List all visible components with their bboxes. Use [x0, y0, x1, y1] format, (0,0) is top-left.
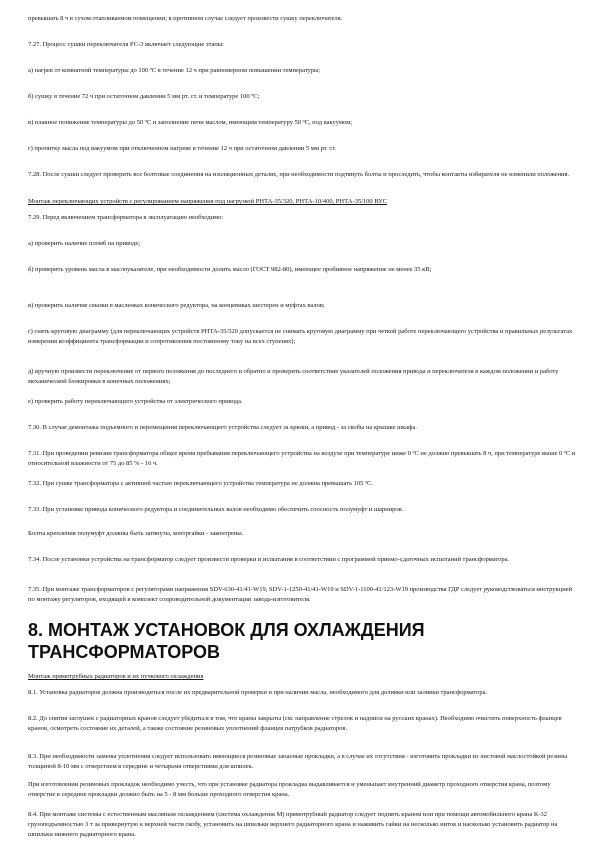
- paragraph: 7.32. При сушке трансформатора с активной частью переключающего устройства температура не должна превышать 105 ºС.: [28, 480, 373, 487]
- paragraph: г) пропитку масла под вакуумом при отключенном нагреве в течение 12 ч при остаточном давлении 5 мм рт. ст.: [28, 145, 337, 152]
- paragraph: е) проверить работу переключающего устройства от электрического привода.: [28, 398, 243, 405]
- paragraph: 8.4. При монтаже системы с естественным масляным охлаждением (система охлаждения М) прямотрубный радиатор следует поднять краном или при помощи автомобильного крана К-32 грузоподъемностью 3 т за привернутую к верхней части скобу, установить на шпильки верхнего радиаторного крана и наживить гайки на несколько ниток и насколько установить радиатор на шпильки нижнего радиаторного крана.: [28, 811, 558, 838]
- paragraph: 7.33. При установке привода конического редуктора и соединительных валов необходимо обеспечить соосность полумуфт и шарниров.: [28, 506, 404, 513]
- paragraph: в) плавное понижение температуры до 50 ºС и заполнение печи маслом, имеющим температуру 50 ºС, под вакуумом;: [28, 119, 353, 126]
- subsection-title: Монтаж прямотрубных радиаторов и их пучкового охлаждения: [28, 673, 204, 680]
- paragraph: 8.3. При необходимости замены уплотнения следует использовать имеющиеся резиновые запасные прокладки, а в случае их отсутствия - изготовить прокладки из листовой маслостойкой резины толщиной 8-10 мм с отверстием в середине и четырьмя отверстиями для шпилек.: [28, 753, 568, 770]
- paragraph: При изготовлении резиновых прокладок необходимо учесть, что при установке радиатора прокладка выдавливается и уменьшает внутренний диаметр проходного отверстия крана, поэтому отверстие в середине прокладки должно быть на 5 - 8 мм больше проходного отверстия крана.: [28, 781, 551, 798]
- paragraph: Болты крепления полумуфт должны быть затянуты, контргайки - законтрены.: [28, 530, 244, 537]
- paragraph: 7.27. Процесс сушки переключателя РС-3 включает следующие этапы:: [28, 41, 224, 48]
- paragraph: превышать 8 ч в сухом отапливаемом помещении; в противном случае следует произвести сушку переключателя.: [28, 15, 343, 22]
- paragraph: б) сушку в течение 72 ч при остаточном давлении 5 мм рт. ст. и температуре 100 ºС;: [28, 93, 260, 100]
- paragraph: 7.29. Перед включением трансформатора в эксплуатацию необходимо:: [28, 214, 224, 221]
- paragraph: 8.1. Установка радиаторов должна производиться после их предварительной проверки и при наличии масла, необходимого для доливки или заливки трансформатора.: [28, 689, 488, 696]
- paragraph: д) вручную произвести переключение от первого положения до последнего и обратно и проверить соответствие указателей положения привода и переключателя в каждом положении и работу механической блокировки в конечных положениях;: [28, 368, 559, 385]
- paragraph: б) проверить уровень масла в маслоуказателе, при необходимости долить масло (ГОСТ 982-80), имеющее пробивное напряжение не менее 35 кВ;: [28, 266, 432, 273]
- paragraph: г) снять круговую диаграмму (для переключающих устройств РНТА-35/320 допускается не снимать круговую диаграмму при четкой работе переключающего устройства и правильных результатах измерения коэффициента трансформации и сопротивления постоянному току на всех ступенях);: [28, 328, 573, 345]
- paragraph: а) нагрев от комнатной температуры до 100 ºС в течение 12 ч при равномерном повышении температуры;: [28, 67, 321, 74]
- paragraph: 7.28. После сушки следует проверить все болтовые соединения на изоляционных деталях, при необходимости подтянуть болты и проследить, чтобы контакты избирателя не изменили положения.: [28, 171, 570, 178]
- section-heading: 8. МОНТАЖ УСТАНОВОК ДЛЯ ОХЛАЖДЕНИЯ ТРАНСФОРМАТОРОВ: [28, 620, 425, 662]
- paragraph: в) проверить наличие смазки в масленках конического редуктора, на концевиках шестерен и муфтах валов;: [28, 302, 325, 309]
- paragraph: 7.30. В случае демонтажа подъемного и перемещения переключающего устройства следует за крюки, а привод - за скобы на крышке шкафа.: [28, 424, 417, 431]
- subsection-title: Монтаж переключающих устройств с регулированием напряжения под нагрузкой РНТА-35/320, РНТА-10/400, РНТА-35/100 ВУС: [28, 198, 388, 205]
- paragraph: 7.34. После установки устройства на трансформатор следует произвести проверки и испытания в соответствии с программой приемо-сдаточных испытаний трансформатора.: [28, 556, 510, 563]
- paragraph: 7.31. При проведении ревизии трансформатора общее время пребывания переключающего устройства на воздухе при температуре ниже 0 ºС не должно превышать 8 ч, при температуре выше 0 ºС и относительной влажности от 75 до 85 % - 16 ч.: [28, 450, 576, 467]
- paragraph: 7.35. При монтаже трансформаторов с регуляторами напряжения SDV-630-41/41-W19, SDV-1-1250-41/41-W19 и SDV-1-1100-41/123-W19 производства ГДР следует руководствоваться инструкцией по монтажу регуляторов, входящей в комплект сопроводительной документации завода-изготовителя.: [28, 586, 573, 603]
- paragraph: 8.2. До снятия заглушек с радиаторных кранов следует убедиться в том, что краны закрыты (см. направление стрелок и надписи на русских кранах). Необходимо очистить поверхность фланцев кранов, осмотреть состояние их деталей, а также состояние резиновых уплотнений фланцев патрубков радиаторов.: [28, 715, 562, 732]
- paragraph: а) проверить наличие пломб на приводе;: [28, 240, 141, 247]
